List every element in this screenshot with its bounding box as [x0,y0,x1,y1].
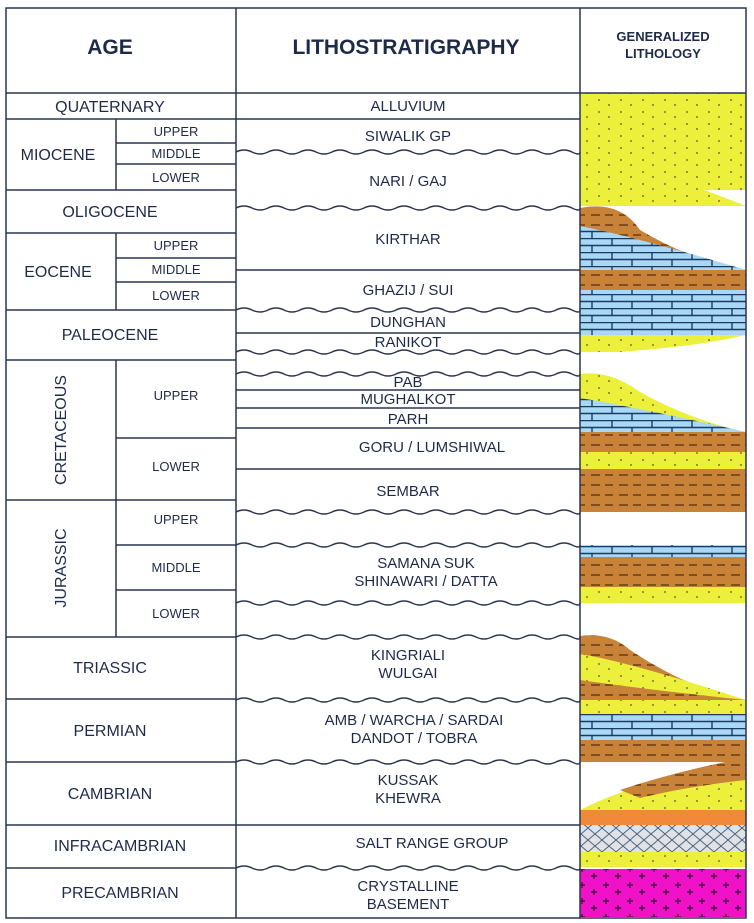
lith-sembar [580,469,746,512]
lith-amb-lime [580,714,746,740]
lith-gap [580,352,746,374]
jurassic-lower: LOWER [152,606,200,621]
age-quaternary: QUATERNARY [55,99,165,116]
header-generalized: GENERALIZED [616,29,710,44]
miocene-upper: UPPER [153,124,199,139]
formation-dandot-tobra: DANDOT / TOBRA [350,730,478,747]
age-cambrian: CAMBRIAN [67,786,153,803]
formation-pab: PAB [393,374,423,391]
formation-amb-warcha-sardai: AMB / WARCHA / SARDAI [324,712,504,729]
formation-shinawari-datta: SHINAWARI / DATTA [354,573,498,590]
lithology-column [580,93,746,917]
formation-dunghan: DUNGHAN [370,314,446,331]
eocene-upper: UPPER [153,238,199,253]
header-lithostratigraphy: LITHOSTRATIGRAPHY [292,36,520,59]
lith-goru-sand [580,452,746,469]
age-jurassic: JURASSIC [53,528,70,608]
header-lithology: LITHOLOGY [625,46,701,61]
lith-salt-sand [580,852,746,867]
age-miocene: MIOCENE [20,147,96,164]
jurassic-middle: MIDDLE [151,560,201,575]
lith-kirthar-lime [580,226,746,270]
formation-wulgai: WULGAI [378,665,438,682]
age-eocene: EOCENE [24,264,92,281]
formation-sembar: SEMBAR [376,483,440,500]
lith-shinawari [580,557,746,587]
header-age: AGE [87,36,133,59]
unconformity-lines [236,150,580,870]
formation-kussak: KUSSAK [377,772,439,789]
formation-parh: PARH [387,411,429,428]
lith-gap2 [580,512,746,545]
lith-datta [580,587,746,603]
formation-salt-range: SALT RANGE GROUP [355,835,509,852]
lith-tobra [580,740,746,762]
formation-ranikot: RANIKOT [374,334,442,351]
lith-goru-shale [580,432,746,452]
lith-ranikot [580,335,746,352]
age-infracambrian: INFRACAMBRIAN [53,838,187,855]
cretaceous-lower: LOWER [152,459,200,474]
age-triassic: TRIASSIC [73,660,147,677]
formation-crystalline: CRYSTALLINE [357,878,459,895]
miocene-lower: LOWER [152,170,200,185]
formation-goru-lumshiwal: GORU / LUMSHIWAL [358,439,506,456]
cretaceous-upper: UPPER [153,388,199,403]
lith-ghazij-shale [580,270,746,290]
formation-samana-suk: SAMANA SUK [377,555,475,572]
formation-basement: BASEMENT [366,896,450,913]
lith-samana-lime [580,545,746,557]
age-permian: PERMIAN [73,723,147,740]
lith-khewra-base [580,810,746,825]
lith-parh [580,398,746,432]
formation-kirthar: KIRTHAR [375,231,441,248]
formation-mughalkot: MUGHALKOT [360,391,456,408]
formation-ghazij-sui: GHAZIJ / SUI [362,282,454,299]
lith-gap3 [580,603,746,636]
age-precambrian: PRECAMBRIAN [61,885,179,902]
lith-dunghan-lime [580,290,746,335]
age-oligocene: OLIGOCENE [62,204,158,221]
formation-siwalik: SIWALIK GP [364,128,452,145]
lith-amb-sand [580,700,746,714]
formation-khewra: KHEWRA [375,790,441,807]
formation-kingriali: KINGRIALI [370,647,446,664]
lith-basement [580,869,746,917]
jurassic-upper: UPPER [153,512,199,527]
age-cretaceous: CRETACEOUS [53,375,70,485]
miocene-middle: MIDDLE [151,146,201,161]
eocene-middle: MIDDLE [151,262,201,277]
eocene-lower: LOWER [152,288,200,303]
formation-alluvium: ALLUVIUM [370,98,446,115]
formation-nari-gaj: NARI / GAJ [369,173,447,190]
age-paleocene: PALEOCENE [61,327,159,344]
